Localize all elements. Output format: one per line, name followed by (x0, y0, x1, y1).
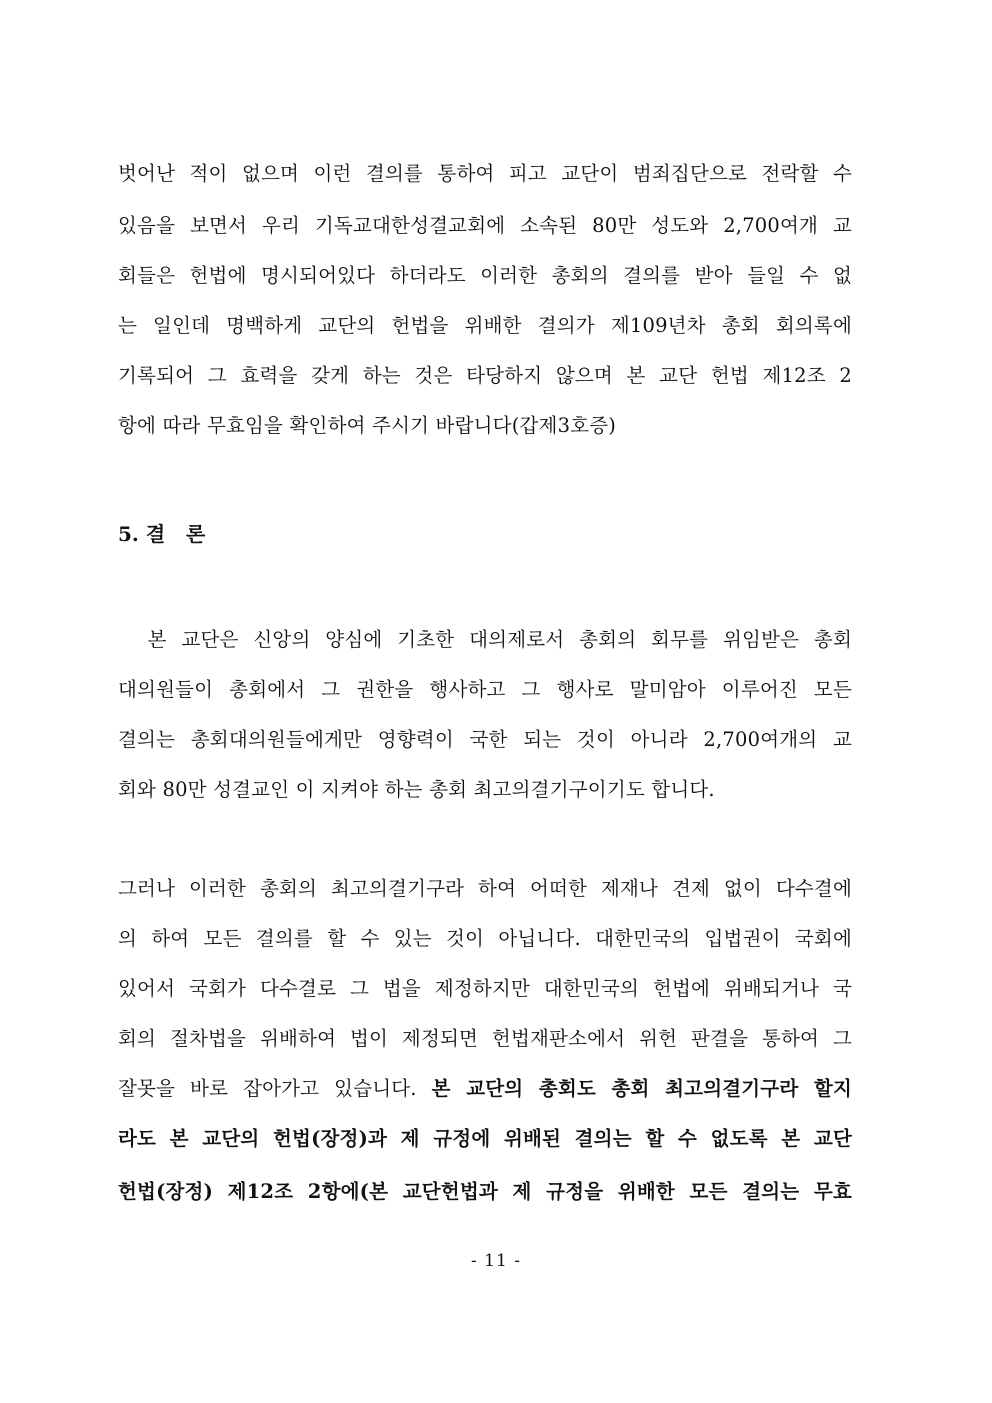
paragraph-2-line-4: 회와 80만 성결교인 이 지켜야 하는 총회 최고의결기구이기도 합니다. (118, 778, 715, 801)
page-number: - 11 - (471, 1251, 521, 1271)
paragraph-2-line-1: 본 교단은 신앙의 양심에 기초한 대의제로서 총회의 회무를 위임받은 총회 (118, 628, 852, 651)
paragraph-3-line-7 (118, 1180, 852, 1204)
paragraph-2-line-2: 대의원들이 총회에서 그 권한을 행사하고 그 행사로 말미암아 이루어진 모든 (118, 678, 852, 701)
paragraph-1-line-1: 벗어난 적이 없으며 이런 결의를 통하여 피고 교단이 범죄집단으로 전락할 수 (118, 162, 852, 185)
paragraph-3-line-3: 있어서 국회가 다수결로 그 법을 제정하지만 대한민국의 헌법에 위배되거나 국 (118, 977, 852, 1000)
paragraph-3-line-2: 의 하여 모든 결의를 할 수 있는 것이 아닙니다. 대한민국의 입법권이 국회에 (118, 927, 852, 950)
section-heading-conclusion: 5. 결 론 (118, 522, 206, 546)
paragraph-3-line-6 (118, 1127, 852, 1151)
paragraph-1-line-3: 회들은 헌법에 명시되어있다 하더라도 이러한 총회의 결의를 받아 들일 수 없 (118, 264, 852, 287)
paragraph-3-line-1: 그러나 이러한 총회의 최고의결기구라 하여 어떠한 제재나 견제 없이 다수결에 (118, 877, 852, 900)
paragraph-1-line-5: 기록되어 그 효력을 갖게 하는 것은 타당하지 않으며 본 교단 헌법 제12조 2 (118, 364, 852, 387)
paragraph-1-line-6: 항에 따라 무효임을 확인하여 주시기 바랍니다(갑제3호증) (118, 414, 617, 437)
paragraph-3-line-5 (118, 1077, 852, 1101)
paragraph-2-line-3: 결의는 총회대의원들에게만 영향력이 국한 되는 것이 아니라 2,700여개의 교 (118, 728, 852, 751)
paragraph-1-line-4: 는 일인데 명백하게 교단의 헌법을 위배한 결의가 제109년차 총회 회의록에 (118, 314, 852, 337)
paragraph-3-line-6-bold: 라도 본 교단의 헌법(장정)과 제 규정에 위배된 결의는 할 수 없도록 본 교단 (118, 1127, 852, 1150)
paragraph-3-line-7-bold: 헌법(장정) 제12조 2항에(본 교단헌법과 제 규정을 위배한 모든 결의는 무효 (118, 1180, 852, 1203)
paragraph-3-line-5-bold: 본 교단의 총회도 총회 최고의결기구라 할지 (431, 1077, 852, 1100)
paragraph-3-line-5-plain: 잘못을 바로 잡아가고 있습니다. (118, 1077, 432, 1100)
paragraph-3-line-4: 회의 절차법을 위배하여 법이 제정되면 헌법재판소에서 위헌 판결을 통하여 그 (118, 1027, 852, 1050)
paragraph-1-line-2: 있음을 보면서 우리 기독교대한성결교회에 소속된 80만 성도와 2,700여개 교 (118, 214, 852, 237)
